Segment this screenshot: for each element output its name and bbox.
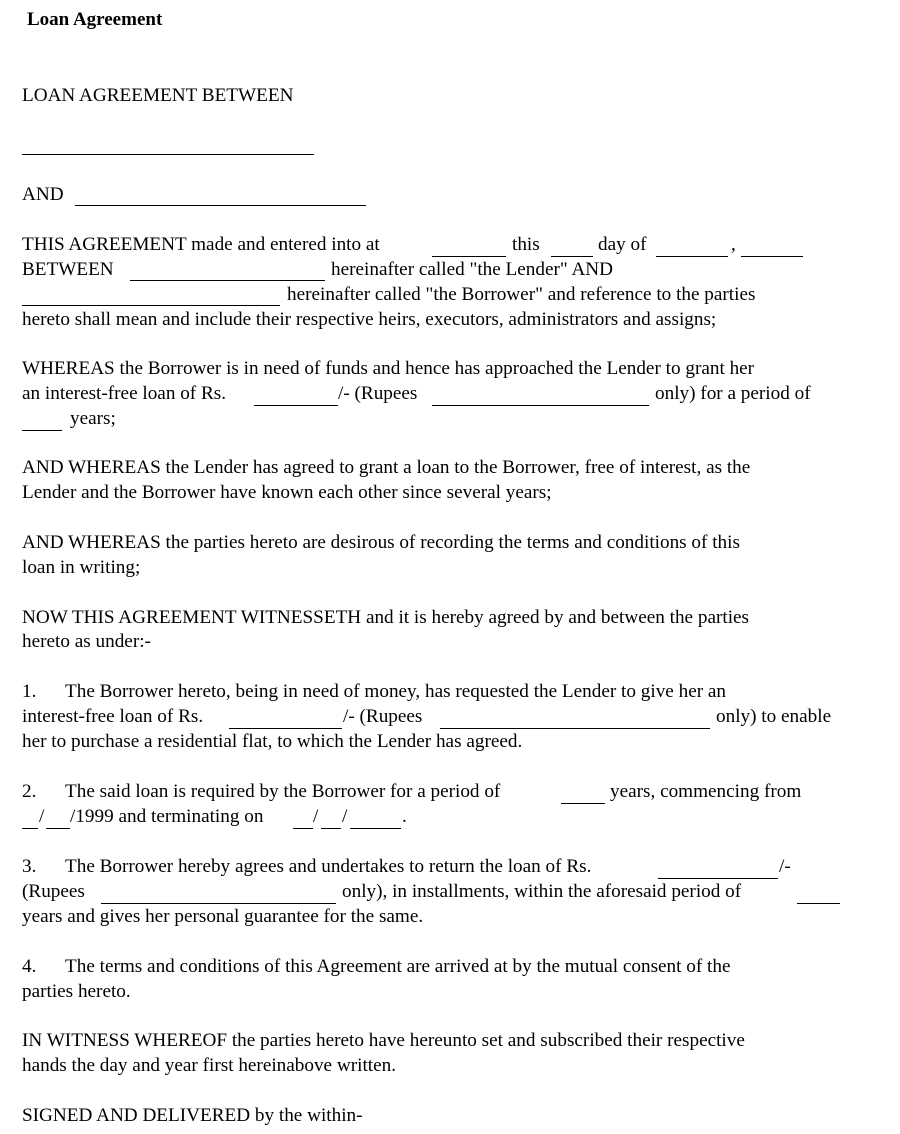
preamble-between: BETWEEN <box>22 259 114 280</box>
preamble-day-of: day of <box>598 234 647 255</box>
clause1-line3: her to purchase a residential flat, to which the Lender has agreed. <box>22 731 523 752</box>
clause2-slash1: / <box>39 806 45 827</box>
whereas1-rupees: /- (Rupees <box>338 383 418 404</box>
clause2-line1: The said loan is required by the Borrower for a period of <box>65 781 501 802</box>
clause3-suffix: /- <box>779 856 791 877</box>
preamble-borrower: hereinafter called "the Borrower" and reference to the parties <box>287 284 756 305</box>
preamble-line4: hereto shall mean and include their respective heirs, executors, administrators and assigns; <box>22 309 717 330</box>
period-years-blank[interactable] <box>22 430 62 431</box>
clause3-line1: The Borrower hereby agrees and undertakes to return the loan of Rs. <box>65 856 592 877</box>
clause3-number: 3. <box>22 856 37 877</box>
clause4-number: 4. <box>22 956 37 977</box>
clause1-rupees: /- (Rupees <box>343 706 423 727</box>
clause1-enable: only) to enable <box>716 706 832 727</box>
clause1-amount-blank[interactable] <box>229 728 342 729</box>
borrower-name-blank[interactable] <box>22 305 280 306</box>
clause2-number: 2. <box>22 781 37 802</box>
start-month-blank[interactable] <box>46 828 70 829</box>
loan-words-blank[interactable] <box>432 405 649 406</box>
year-blank[interactable] <box>741 256 803 257</box>
lender-name-blank[interactable] <box>130 280 325 281</box>
clause2-commencing: years, commencing from <box>610 781 802 802</box>
whereas2-line2: Lender and the Borrower have known each other since several years; <box>22 482 552 503</box>
witness-line2: hands the day and year first hereinabove written. <box>22 1055 397 1076</box>
whereas1-loan-of: an interest-free loan of Rs. <box>22 383 227 404</box>
month-blank[interactable] <box>656 256 728 257</box>
clause1-words-blank[interactable] <box>440 728 710 729</box>
clause3-period-blank[interactable] <box>797 903 840 904</box>
clause3-installments: only), in installments, within the aforesaid period of <box>342 881 742 902</box>
day-blank[interactable] <box>551 256 593 257</box>
clause4-line1: The terms and conditions of this Agreement are arrived at by the mutual consent of the <box>65 956 731 977</box>
second-party-blank[interactable] <box>75 205 366 206</box>
end-day-blank[interactable] <box>293 828 313 829</box>
preamble-comma: , <box>731 234 736 255</box>
whereas1-line1: WHEREAS the Borrower is in need of funds and hence has approached the Lender to grant her <box>22 358 755 379</box>
document-title: Loan Agreement <box>27 9 163 30</box>
signed-line: SIGNED AND DELIVERED by the within- <box>22 1105 363 1126</box>
whereas3-line2: loan in writing; <box>22 557 141 578</box>
loan-amount-blank[interactable] <box>254 405 338 406</box>
clause2-terminating: /1999 and terminating on <box>70 806 264 827</box>
whereas2-line1: AND WHEREAS the Lender has agreed to grant a loan to the Borrower, free of interest, as the <box>22 457 751 478</box>
clause2-years-blank[interactable] <box>561 803 605 804</box>
clause3-words-blank[interactable] <box>101 903 336 904</box>
whereas3-line1: AND WHEREAS the parties hereto are desirous of recording the terms and conditions of this <box>22 532 740 553</box>
witness-line1: IN WITNESS WHEREOF the parties hereto have hereunto set and subscribed their respective <box>22 1030 745 1051</box>
end-year-blank[interactable] <box>350 828 401 829</box>
clause1-line1: The Borrower hereto, being in need of money, has requested the Lender to give her an <box>65 681 727 702</box>
place-blank[interactable] <box>432 256 506 257</box>
now-line2: hereto as under:- <box>22 631 151 652</box>
clause3-amount-blank[interactable] <box>658 878 778 879</box>
agreement-heading: LOAN AGREEMENT BETWEEN <box>22 85 294 106</box>
clause2-period: . <box>402 806 407 827</box>
clause1-number: 1. <box>22 681 37 702</box>
clause4-line2: parties hereto. <box>22 981 131 1002</box>
clause2-slash3: / <box>342 806 348 827</box>
clause2-slash2: / <box>313 806 319 827</box>
clause1-loan-of: interest-free loan of Rs. <box>22 706 204 727</box>
start-day-blank[interactable] <box>22 828 38 829</box>
whereas1-period: only) for a period of <box>655 383 811 404</box>
clause3-rupees: (Rupees <box>22 881 85 902</box>
preamble-this: this <box>512 234 540 255</box>
whereas1-years: years; <box>70 408 116 429</box>
preamble-lender: hereinafter called "the Lender" AND <box>331 259 614 280</box>
end-month-blank[interactable] <box>321 828 341 829</box>
clause3-line3: years and gives her personal guarantee for the same. <box>22 906 424 927</box>
first-party-blank[interactable] <box>22 154 314 155</box>
now-line1: NOW THIS AGREEMENT WITNESSETH and it is hereby agreed by and between the parties <box>22 607 750 628</box>
preamble-line1: THIS AGREEMENT made and entered into at <box>22 234 380 255</box>
and-label: AND <box>22 184 64 205</box>
